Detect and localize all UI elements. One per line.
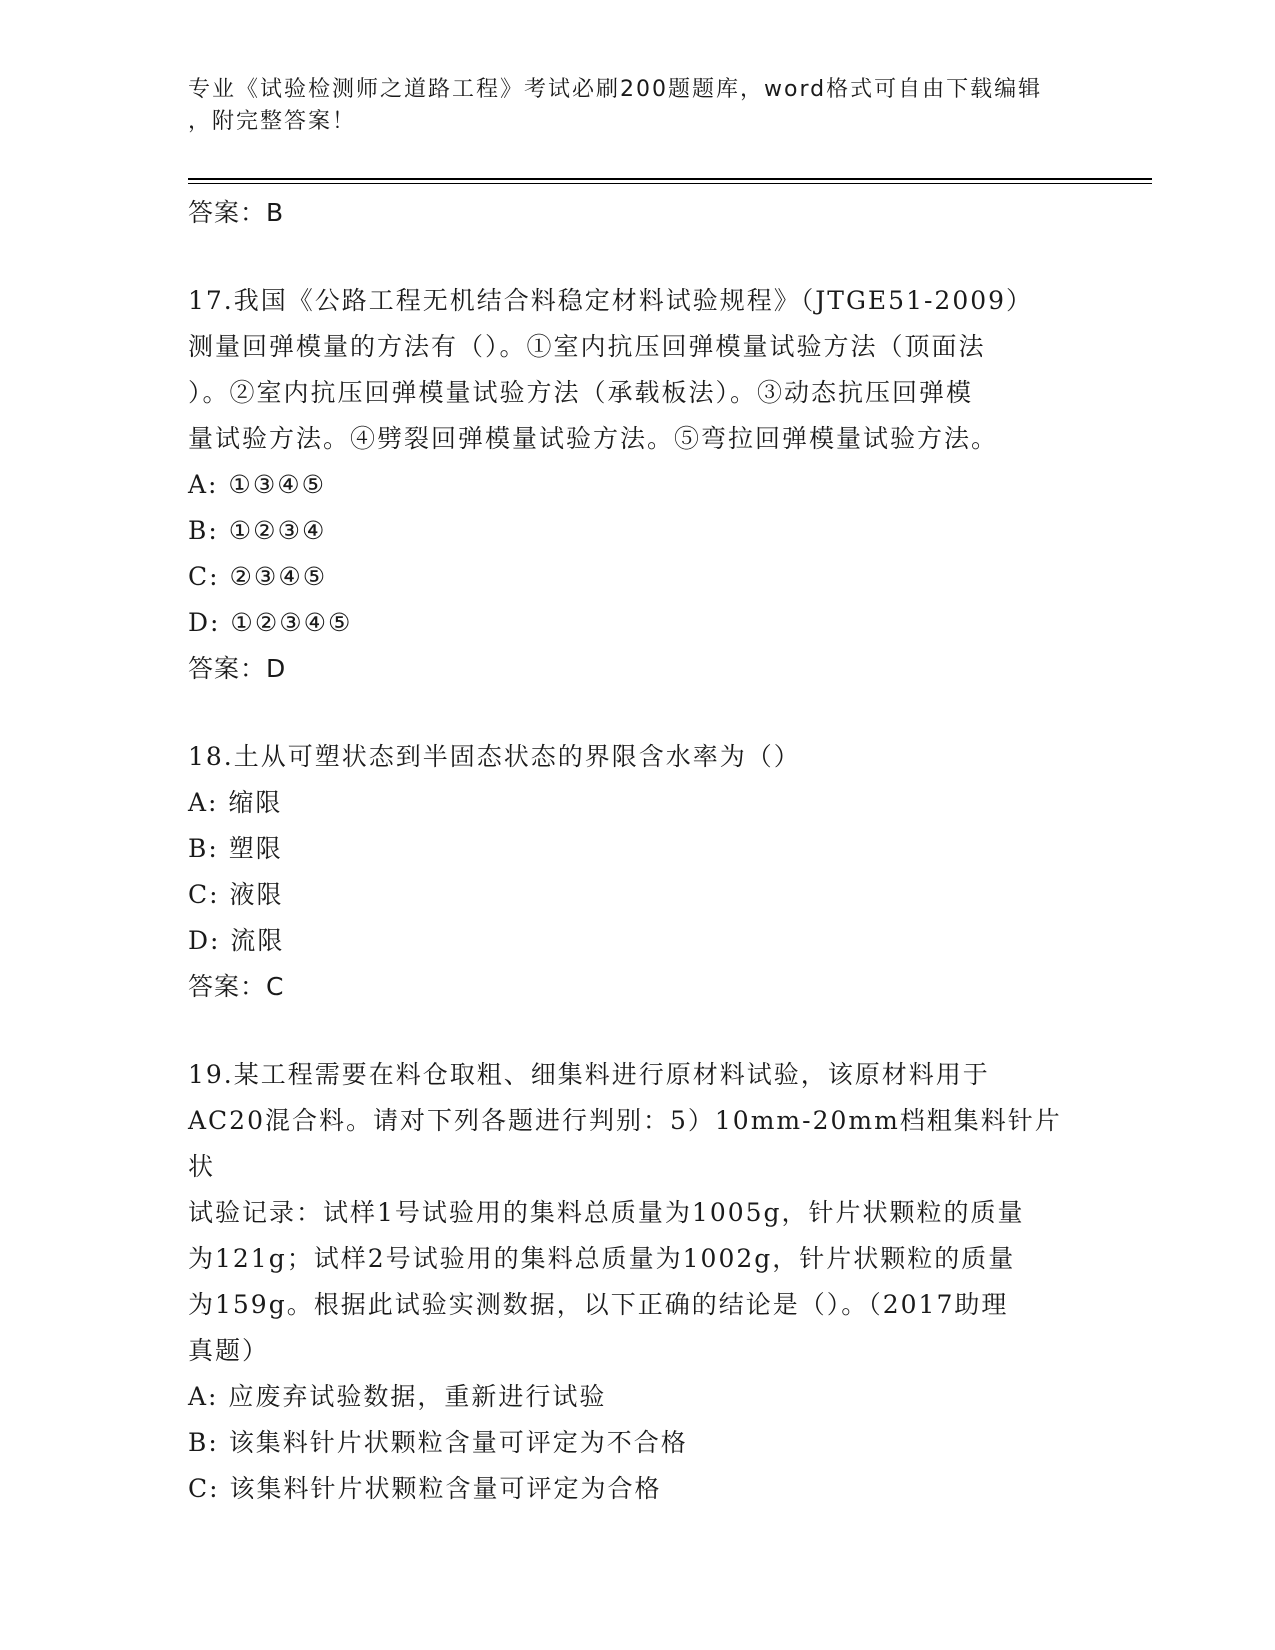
question-18 [188,734,1088,1010]
question-18-option-d: D: 流限 [188,926,285,955]
question-17-answer: 答案：D [188,654,287,683]
question-19-line-5: 为159g。根据此试验实测数据，以下正确的结论是（）。（2017助理 [188,1290,1009,1319]
header-rule-thin [188,183,1152,184]
question-content [188,190,1088,1512]
question-17-line-3: ）。②室内抗压回弹模量试验方法（承载板法）。③动态抗压回弹模 [188,378,974,407]
header-line-2: ，附完整答案！ [188,109,357,134]
question-17-line-4: 量试验方法。④劈裂回弹模量试验方法。⑤弯拉回弹模量试验方法。 [188,424,999,453]
spacer [188,236,1088,278]
question-17-option-a: A: ①③④⑤ [188,470,327,499]
spacer [188,1010,1088,1052]
question-17-line-1: 17.我国《公路工程无机结合料稳定材料试验规程》（JTGE51-2009） [188,286,1034,315]
question-19-line-1: 19.某工程需要在料仓取粗、细集料进行原材料试验，该原材料用于 [188,1060,990,1089]
header-line-1: 专业《试验检测师之道路工程》考试必刷200题题库，word格式可自由下载编辑 [188,77,1043,102]
question-17-line-2: 测量回弹模量的方法有（）。①室内抗压回弹模量试验方法（顶面法 [188,332,986,361]
question-19-option-a: A: 应废弃试验数据，重新进行试验 [188,1382,607,1411]
spacer [188,692,1088,734]
question-19-line-2: AC20混合料。请对下列各题进行判别：5）10mm-20mm档粗集料针片状 [188,1106,1062,1181]
question-18-option-c: C: 液限 [188,880,284,909]
question-19-option-b: B: 该集料针片状颗粒含量可评定为不合格 [188,1428,688,1457]
question-18-stem: 18.土从可塑状态到半固态状态的界限含水率为（） [188,742,801,771]
question-17-option-d: D: ①②③④⑤ [188,608,353,637]
question-17 [188,278,1088,692]
page-header [188,74,1088,138]
question-19-line-3: 试验记录：试样1号试验用的集料总质量为1005g，针片状颗粒的质量 [188,1198,1025,1227]
question-17-option-b: B: ①②③④ [188,516,327,545]
question-17-option-c: C: ②③④⑤ [188,562,328,591]
question-18-option-a: A: 缩限 [188,788,283,817]
question-18-option-b: B: 塑限 [188,834,283,863]
question-18-answer: 答案：C [188,972,285,1001]
question-19-line-4: 为121g；试样2号试验用的集料总质量为1002g，针片状颗粒的质量 [188,1244,1016,1273]
question-19-option-c: C: 该集料针片状颗粒含量可评定为合格 [188,1474,662,1503]
header-rule-thick [188,178,1152,180]
question-19 [188,1052,1088,1512]
question-19-line-6: 真题） [188,1336,270,1365]
answer-previous: 答案：B [188,198,285,227]
